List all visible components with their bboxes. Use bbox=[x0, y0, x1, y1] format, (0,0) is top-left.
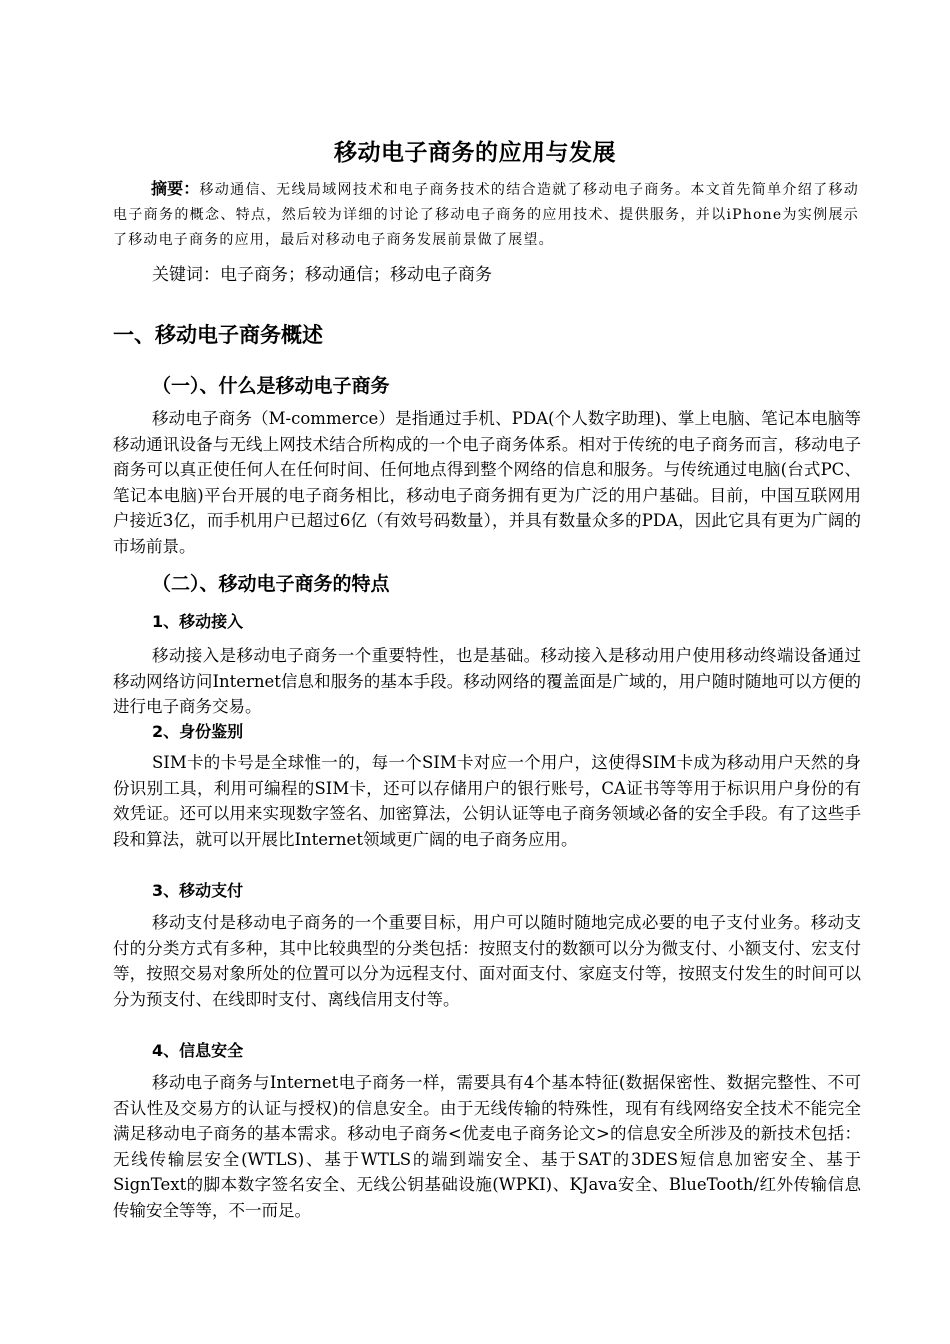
body-paragraph: SIM卡的卡号是全球惟一的，每一个SIM卡对应一个用户，这使得SIM卡成为移动用户天然的身份识别工具，利用可编程的SIM卡，还可以存储用户的银行账号，CA证书等等用于标识用户身份的有效凭证。还可以用来实现数字签名、加密算法，公钥认证等电子商务领域必备的安全手段。有了这些手段和算法，就可以开展比Internet领域更广阔的电子商务应用。 bbox=[113, 753, 861, 849]
feature-heading: 2、身份鉴别 bbox=[152, 722, 244, 741]
abstract-text: 移动通信、无线局域网技术和电子商务技术的结合造就了移动电子商务。本文首先简单介绍了移动电子商务的概念、特点，然后较为详细的讨论了移动电子商务的应用技术、提供服务，并以iPhone为实例展示了移动电子商务的应用，最后对移动电子商务发展前景做了展望。 bbox=[113, 182, 859, 248]
abstract-label: 摘要： bbox=[151, 179, 200, 198]
body-paragraph: 移动支付是移动电子商务的一个重要目标，用户可以随时随地完成必要的电子支付业务。移动支付的分类方式有多种，其中比较典型的分类包括：按照支付的数额可以分为微支付、小额支付、宏支付等，按照交易对象所处的位置可以分为远程支付、面对面支付、家庭支付等，按照支付发生的时间可以分为预支付、在线即时支付、离线信用支付等。 bbox=[113, 913, 861, 1009]
subsection-heading: （二）、移动电子商务的特点 bbox=[152, 573, 390, 595]
feature-heading: 4、信息安全 bbox=[152, 1041, 244, 1060]
abstract bbox=[113, 176, 859, 253]
feature-heading: 3、移动支付 bbox=[152, 881, 244, 900]
keywords-label: 关键词： bbox=[152, 265, 220, 285]
subsection-heading: （一）、什么是移动电子商务 bbox=[152, 375, 390, 397]
feature-heading: 1、移动接入 bbox=[152, 612, 244, 631]
section-heading: 一、移动电子商务概述 bbox=[113, 323, 323, 347]
keywords bbox=[152, 260, 492, 285]
keywords-text: 电子商务；移动通信；移动电子商务 bbox=[220, 265, 492, 285]
document-title: 移动电子商务的应用与发展 bbox=[334, 140, 616, 166]
body-paragraph: 移动接入是移动电子商务一个重要特性，也是基础。移动接入是移动用户使用移动终端设备通过移动网络访问Internet信息和服务的基本手段。移动网络的覆盖面是广域的，用户随时随地可以方便的进行电子商务交易。 bbox=[113, 646, 861, 717]
body-paragraph: 移动电子商务（M-commerce）是指通过手机、PDA(个人数字助理)、掌上电脑、笔记本电脑等移动通讯设备与无线上网技术结合所构成的一个电子商务体系。相对于传统的电子商务而言，移动电子商务可以真正使任何人在任何时间、任何地点得到整个网络的信息和服务。与传统通过电脑(台式PC、笔记本电脑)平台开展的电子商务相比，移动电子商务拥有更为广泛的用户基础。目前，中国互联网用户接近3亿，而手机用户已超过6亿（有效号码数量），并具有数量众多的PDA，因此它具有更为广阔的市场前景。 bbox=[113, 409, 861, 556]
body-paragraph: 移动电子商务与Internet电子商务一样，需要具有4个基本特征(数据保密性、数据完整性、不可否认性及交易方的认证与授权)的信息安全。由于无线传输的特殊性，现有有线网络安全技术不能完全满足移动电子商务的基本需求。移动电子商务<优麦电子商务论文>的信息安全所涉及的新技术包括：无线传输层安全(WTLS)、基于WTLS的端到端安全、基于SAT的3DES短信息加密安全、基于SignText的脚本数字签名安全、无线公钥基础设施(WPKI)、KJava安全、BlueTooth/红外传输信息传输安全等等，不一而足。 bbox=[113, 1073, 861, 1220]
